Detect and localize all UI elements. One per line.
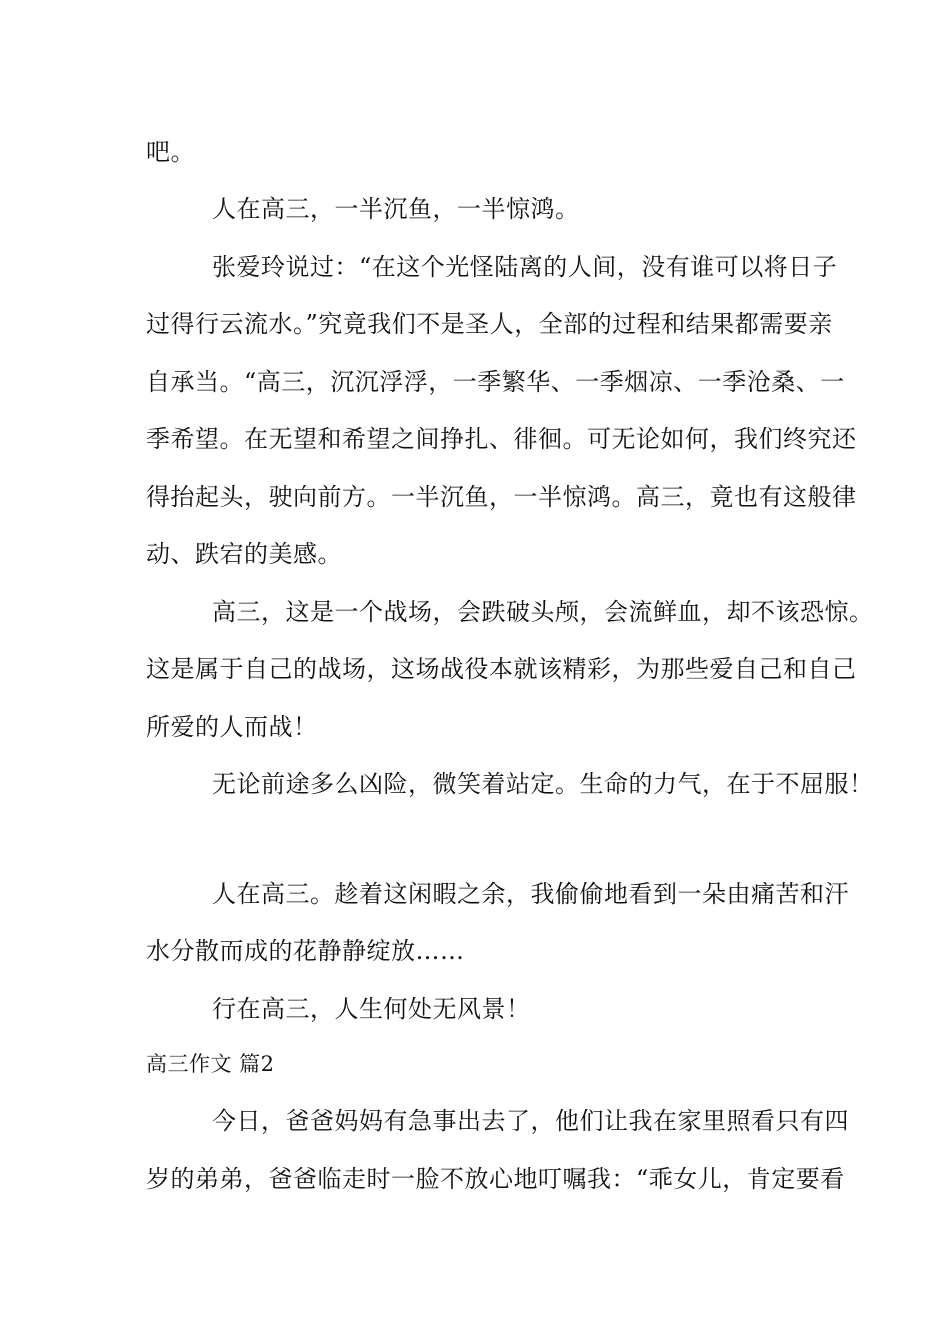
text-line: 岁的弟弟，爸爸临走时一脸不放心地叮嘱我：“乖女儿，肯定要看 xyxy=(146,1165,845,1193)
paragraph-line: 行在高三，人生何处无风景！ xyxy=(212,995,531,1023)
text-line: 动、跌宕的美感。 xyxy=(146,540,342,568)
text-line: 吧。 xyxy=(146,138,195,166)
paragraph-line: 高三，这是一个战场，会跌破头颅，会流鲜血，却不该恐惊。 xyxy=(212,598,874,626)
text-line: 所爱的人而战！ xyxy=(146,713,318,741)
text-line: 得抬起头，驶向前方。一半沉鱼，一半惊鸿。高三，竟也有这般律 xyxy=(146,483,857,511)
paragraph-line: 张爱玲说过：“在这个光怪陆离的人间，没有谁可以将日子 xyxy=(212,253,838,281)
paragraph-line: 无论前途多么凶险，微笑着站定。生命的力气，在于不屈服！ xyxy=(212,770,874,798)
paragraph-line: 今日，爸爸妈妈有急事出去了，他们让我在家里照看只有四 xyxy=(212,1107,849,1135)
text-line: 水分散而成的花静静绽放…… xyxy=(146,937,465,965)
paragraph-line: 人在高三。趁着这闲暇之余，我偷偷地看到一朵由痛苦和汗 xyxy=(212,880,849,908)
text-line: 过得行云流水。”究竟我们不是圣人，全部的过程和结果都需要亲 xyxy=(146,310,833,338)
section-heading: 高三作文 篇2 xyxy=(146,1052,275,1076)
text-line: 自承当。“高三，沉沉浮浮，一季繁华、一季烟凉、一季沧桑、一 xyxy=(146,368,845,396)
text-line: 这是属于自己的战场，这场战役本就该精彩，为那些爱自己和自己 xyxy=(146,655,857,683)
text-line: 季希望。在无望和希望之间挣扎、徘徊。可无论如何，我们终究还 xyxy=(146,425,857,453)
paragraph-line: 人在高三，一半沉鱼，一半惊鸿。 xyxy=(212,195,580,223)
